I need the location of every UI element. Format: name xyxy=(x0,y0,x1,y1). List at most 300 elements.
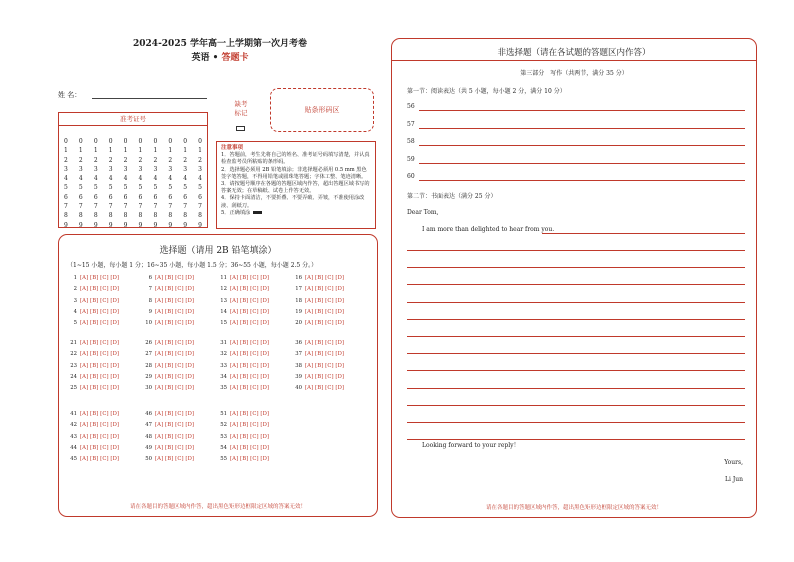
exam-id-digit-bubble[interactable]: 2 xyxy=(138,156,143,164)
mc-question-number: 14 xyxy=(220,308,227,315)
mc-option-bubbles[interactable]: [A] [B] [C] [D] xyxy=(305,340,345,346)
writing-line[interactable] xyxy=(407,353,745,354)
mc-question-number: 47 xyxy=(145,422,152,429)
exam-id-digit-bubble[interactable]: 6 xyxy=(123,193,128,201)
exam-id-digit-bubble[interactable]: 6 xyxy=(198,193,202,201)
writing-line[interactable] xyxy=(407,267,745,268)
exam-id-digit-bubble[interactable]: 1 xyxy=(198,147,202,155)
exam-id-digit-bubble[interactable]: 9 xyxy=(168,221,173,229)
exam-id-digit-bubble[interactable]: 7 xyxy=(123,203,128,211)
exam-id-digit-bubble[interactable]: 2 xyxy=(168,156,173,164)
mc-option-bubbles[interactable]: [A] [B] [C] [D] xyxy=(155,297,195,304)
mc-question[interactable] xyxy=(292,320,344,326)
exam-id-column xyxy=(94,137,98,230)
subject-label: 英语 xyxy=(191,53,210,63)
exam-id-digit-bubble[interactable]: 9 xyxy=(93,221,98,229)
exam-id-digit-bubble[interactable]: 4 xyxy=(108,175,113,183)
exam-id-digit-bubble[interactable]: 4 xyxy=(123,175,128,183)
mc-option-bubbles[interactable]: [A] [B] [C] [D] xyxy=(230,456,270,463)
mc-option-bubbles[interactable]: [A] [B] [C] [D] xyxy=(155,286,195,293)
mc-question-number: 42 xyxy=(70,422,77,429)
mc-question[interactable] xyxy=(67,434,119,440)
mc-option-bubbles[interactable]: [A] [B] [C] [D] xyxy=(80,362,120,369)
exam-id-digit-bubble[interactable]: 5 xyxy=(183,184,188,192)
exam-id-digit-bubble[interactable]: 1 xyxy=(108,147,113,155)
exam-id-digit-bubble[interactable]: 6 xyxy=(153,193,158,201)
exam-id-digit-bubble[interactable]: 7 xyxy=(78,203,83,211)
exam-id-digit-bubble[interactable]: 6 xyxy=(138,193,143,201)
exam-id-digit-bubble[interactable]: 7 xyxy=(93,203,98,211)
mc-question-number: 13 xyxy=(220,297,227,304)
exam-id-digit-bubble[interactable]: 0 xyxy=(153,138,158,145)
mc-option-bubbles[interactable]: [A] [B] [C] [D] xyxy=(155,444,195,451)
exam-id-digit-bubble[interactable]: 0 xyxy=(198,138,202,145)
mc-question-number: 1 xyxy=(73,275,77,281)
mc-option-bubbles[interactable]: [A] [B] [C] [D] xyxy=(230,385,270,392)
mc-question[interactable] xyxy=(142,434,194,440)
mc-question[interactable] xyxy=(142,422,194,428)
mc-question[interactable] xyxy=(217,445,269,451)
exam-id-digit-bubble[interactable]: 7 xyxy=(108,203,113,211)
exam-id-digit-bubble[interactable]: 3 xyxy=(78,165,83,173)
mc-question[interactable] xyxy=(217,422,269,428)
exam-id-box xyxy=(58,112,208,228)
mc-option-bubbles[interactable]: [A] [B] [C] [D] xyxy=(155,422,195,429)
exam-id-digit-bubble[interactable]: 5 xyxy=(64,184,68,192)
mc-question[interactable] xyxy=(67,298,119,304)
exam-id-digit-bubble[interactable]: 5 xyxy=(138,184,143,192)
exam-id-digit-bubble[interactable]: 0 xyxy=(64,138,68,145)
exam-id-digit-bubble[interactable]: 3 xyxy=(138,165,143,173)
exam-id-title: 准考证号 xyxy=(120,115,146,123)
exam-id-digit-bubble[interactable]: 2 xyxy=(123,156,128,164)
exam-id-digit-bubble[interactable]: 5 xyxy=(168,184,173,192)
exam-id-digit-bubble[interactable]: 1 xyxy=(123,147,128,155)
exam-id-digit-bubble[interactable]: 3 xyxy=(198,165,202,173)
exam-id-digit-bubble[interactable]: 7 xyxy=(168,203,173,211)
mc-option-bubbles[interactable]: [A] [B] [C] [D] xyxy=(230,320,270,327)
exam-id-column xyxy=(198,137,202,230)
mc-question[interactable] xyxy=(217,340,269,346)
mc-option-bubbles[interactable]: [A] [B] [C] [D] xyxy=(230,433,270,440)
writing-line[interactable] xyxy=(407,284,745,285)
exam-id-digit-bubble[interactable]: 9 xyxy=(123,221,128,229)
exam-id-digit-bubble[interactable]: 2 xyxy=(64,156,68,164)
nonmc-title: 非选择题（请在各试题的答题区内作答） xyxy=(497,48,651,58)
mc-option-bubbles[interactable]: [A] [B] [C] [D] xyxy=(155,362,195,369)
exam-id-digit-bubble[interactable]: 9 xyxy=(108,221,113,229)
exam-id-divider xyxy=(59,125,207,126)
writing-line[interactable] xyxy=(407,405,745,406)
exam-id-digit-bubble[interactable]: 4 xyxy=(183,175,188,183)
mc-option-bubbles[interactable]: [A] [B] [C] [D] xyxy=(305,308,345,315)
notes-title: 注意事项 xyxy=(221,145,244,151)
exam-id-digit-bubble[interactable]: 3 xyxy=(153,165,158,173)
mc-option-bubbles[interactable]: [A] [B] [C] [D] xyxy=(155,456,195,463)
section1-heading: 第一节：阅读表达（共 5 小题，每小题 2 分，满分 10 分） xyxy=(407,88,566,95)
exam-id-digit-bubble[interactable]: 8 xyxy=(93,212,98,220)
mc-option-bubbles[interactable]: [A] [B] [C] [D] xyxy=(230,362,270,369)
exam-id-digit-bubble[interactable]: 9 xyxy=(153,221,158,229)
exam-id-digit-bubble[interactable]: 3 xyxy=(64,165,68,173)
mc-question-number: 41 xyxy=(70,411,77,417)
mc-question-number: 23 xyxy=(70,362,77,369)
mc-option-bubbles[interactable]: [A] [B] [C] [D] xyxy=(80,444,120,451)
name-field[interactable] xyxy=(92,98,207,99)
section2-heading: 第二节：书面表达（满分 25 分） xyxy=(407,193,497,200)
nonmc-footer-warning: 请在各题目的答题区域内作答，超出黑色矩形边框限定区域的答案无效！ xyxy=(485,505,662,511)
answer-line[interactable] xyxy=(419,163,745,164)
mc-question[interactable] xyxy=(67,309,119,315)
mc-question[interactable] xyxy=(217,456,269,462)
mc-option-bubbles[interactable]: [A] [B] [C] [D] xyxy=(155,411,195,417)
mc-question-number: 52 xyxy=(220,422,227,429)
reading-question-number: 57 xyxy=(407,120,415,128)
mc-option-bubbles[interactable]: [A] [B] [C] [D] xyxy=(80,456,120,463)
mc-question-number: 49 xyxy=(145,444,152,451)
mc-option-bubbles[interactable]: [A] [B] [C] [D] xyxy=(155,308,195,315)
exam-id-digit-bubble[interactable]: 0 xyxy=(168,138,173,145)
mc-question-number: 7 xyxy=(148,286,152,293)
mc-question-number: 50 xyxy=(145,456,152,463)
exam-subtitle xyxy=(60,50,380,63)
mc-question-number: 21 xyxy=(70,340,77,346)
mc-option-bubbles[interactable]: [A] [B] [C] [D] xyxy=(230,286,270,293)
exam-id-digit-bubble[interactable]: 7 xyxy=(183,203,188,211)
exam-id-digit-bubble[interactable]: 4 xyxy=(153,175,158,183)
mc-option-bubbles[interactable]: [A] [B] [C] [D] xyxy=(80,422,120,429)
exam-id-digit-bubble[interactable]: 8 xyxy=(168,212,173,220)
absent-mark-checkbox[interactable] xyxy=(236,126,245,131)
mc-question-number: 16 xyxy=(295,275,302,281)
nonmc-divider xyxy=(392,60,756,61)
exam-id-digit-bubble[interactable]: 3 xyxy=(168,165,173,173)
mc-question[interactable] xyxy=(67,456,119,462)
exam-id-digit-bubble[interactable]: 2 xyxy=(198,156,202,164)
mc-option-bubbles[interactable]: [A] [B] [C] [D] xyxy=(305,385,345,392)
mc-question[interactable] xyxy=(217,275,269,281)
exam-id-column xyxy=(79,137,83,230)
exam-id-digit-bubble[interactable]: 8 xyxy=(64,212,68,220)
exam-id-digit-bubble[interactable]: 6 xyxy=(78,193,83,201)
mc-option-bubbles[interactable]: [A] [B] [C] [D] xyxy=(305,297,345,304)
mc-option-bubbles[interactable]: [A] [B] [C] [D] xyxy=(80,286,120,293)
mc-option-bubbles[interactable]: [A] [B] [C] [D] xyxy=(80,411,120,417)
exam-id-digit-bubble[interactable]: 8 xyxy=(183,212,188,220)
mc-question[interactable] xyxy=(67,411,119,417)
mc-question[interactable] xyxy=(67,351,119,357)
exam-id-digit-bubble[interactable]: 1 xyxy=(168,147,173,155)
mc-option-bubbles[interactable]: [A] [B] [C] [D] xyxy=(305,362,345,369)
mc-option-bubbles[interactable]: [A] [B] [C] [D] xyxy=(305,286,345,293)
exam-id-digit-bubble[interactable]: 5 xyxy=(123,184,128,192)
mc-question-number: 46 xyxy=(145,411,152,417)
exam-id-digit-bubble[interactable]: 2 xyxy=(93,156,98,164)
exam-title: 2024-2025 学年高一上学期第一次月考卷 xyxy=(133,39,307,49)
mc-question[interactable] xyxy=(142,456,194,462)
mc-question-number: 9 xyxy=(148,308,152,315)
writing-line[interactable] xyxy=(407,302,745,303)
mc-question[interactable] xyxy=(217,385,269,391)
mc-option-bubbles[interactable]: [A] [B] [C] [D] xyxy=(230,444,270,451)
exam-id-digit-bubble[interactable]: 7 xyxy=(64,203,68,211)
exam-id-digit-bubble[interactable]: 9 xyxy=(198,221,202,229)
reading-question-number: 58 xyxy=(407,138,415,145)
mc-question-number: 12 xyxy=(220,286,227,293)
mc-question[interactable] xyxy=(292,298,344,304)
mc-question[interactable] xyxy=(217,434,269,440)
exam-id-digit-bubble[interactable]: 2 xyxy=(183,156,188,164)
answer-line[interactable] xyxy=(419,145,745,146)
mc-option-bubbles[interactable]: [A] [B] [C] [D] xyxy=(230,308,270,315)
mc-question[interactable] xyxy=(142,275,194,281)
mc-question-number: 29 xyxy=(145,373,152,380)
reading-question-number: 60 xyxy=(407,173,415,180)
exam-id-digit-bubble[interactable]: 4 xyxy=(198,175,202,183)
answer-card-label: 答题卡 xyxy=(221,53,249,63)
answer-line[interactable] xyxy=(419,128,745,129)
exam-id-column xyxy=(109,137,113,230)
exam-id-digit-bubble[interactable]: 8 xyxy=(198,212,202,220)
letter-signature: Li Jun xyxy=(725,476,743,483)
exam-id-digit-bubble[interactable]: 0 xyxy=(183,138,188,145)
letter-yours: Yours, xyxy=(724,459,743,466)
mc-question[interactable] xyxy=(67,363,119,369)
mc-option-bubbles[interactable]: [A] [B] [C] [D] xyxy=(230,422,270,429)
mc-question[interactable] xyxy=(217,351,269,357)
exam-id-digit-bubble[interactable]: 1 xyxy=(138,147,143,155)
exam-id-digit-bubble[interactable]: 9 xyxy=(64,221,68,229)
exam-id-digit-bubble[interactable]: 4 xyxy=(78,175,83,183)
exam-id-digit-bubble[interactable]: 5 xyxy=(108,184,113,192)
exam-id-digit-bubble[interactable]: 1 xyxy=(78,147,83,155)
exam-id-digit-bubble[interactable]: 0 xyxy=(138,138,143,145)
mc-question[interactable] xyxy=(67,385,119,391)
mc-question[interactable] xyxy=(217,286,269,292)
exam-id-digit-bubble[interactable]: 4 xyxy=(93,175,98,183)
writing-line[interactable] xyxy=(407,370,745,371)
mc-question[interactable] xyxy=(217,374,269,380)
mc-question-number: 45 xyxy=(70,456,77,463)
exam-id-digit-bubble[interactable]: 6 xyxy=(93,193,98,201)
mc-question[interactable] xyxy=(142,445,194,451)
mc-option-bubbles[interactable]: [A] [B] [C] [D] xyxy=(305,351,345,358)
writing-line[interactable] xyxy=(407,336,745,337)
exam-id-digit-bubble[interactable]: 8 xyxy=(78,212,83,220)
mc-question[interactable] xyxy=(67,374,119,380)
mc-question[interactable] xyxy=(142,385,194,391)
mc-question-number: 36 xyxy=(295,340,302,346)
mc-question-number: 39 xyxy=(295,373,302,380)
mc-option-bubbles[interactable]: [A] [B] [C] [D] xyxy=(230,351,270,358)
mc-question[interactable] xyxy=(67,320,119,326)
mc-question[interactable] xyxy=(292,286,344,292)
answer-line[interactable] xyxy=(419,110,745,111)
mc-option-bubbles[interactable]: [A] [B] [C] [D] xyxy=(155,340,195,346)
mc-question[interactable] xyxy=(142,298,194,304)
writing-line[interactable] xyxy=(407,439,745,440)
writing-line[interactable] xyxy=(407,388,745,389)
mc-question[interactable] xyxy=(217,411,269,417)
mc-option-bubbles[interactable]: [A] [B] [C] [D] xyxy=(80,351,120,358)
letter-greeting: Dear Tom, xyxy=(407,209,439,216)
exam-id-column xyxy=(139,137,143,230)
absent-label-line2: 标记 xyxy=(234,109,248,117)
mc-option-bubbles[interactable]: [A] [B] [C] [D] xyxy=(305,275,345,281)
exam-id-digit-bubble[interactable]: 4 xyxy=(64,175,68,183)
mc-option-bubbles[interactable]: [A] [B] [C] [D] xyxy=(155,385,195,392)
mc-question[interactable] xyxy=(67,422,119,428)
exam-id-digit-bubble[interactable]: 4 xyxy=(168,175,173,183)
mc-question-number: 27 xyxy=(145,351,152,358)
exam-id-digit-bubble[interactable]: 4 xyxy=(138,175,143,183)
mc-option-bubbles[interactable]: [A] [B] [C] [D] xyxy=(80,308,120,315)
mc-option-bubbles[interactable]: [A] [B] [C] [D] xyxy=(80,340,120,346)
exam-id-digit-bubble[interactable]: 3 xyxy=(183,165,188,173)
mc-option-bubbles[interactable]: [A] [B] [C] [D] xyxy=(155,373,195,380)
exam-id-column xyxy=(168,137,172,230)
mc-question[interactable] xyxy=(142,286,194,292)
mc-question-number: 18 xyxy=(295,297,302,304)
exam-id-digit-bubble[interactable]: 3 xyxy=(108,165,113,173)
exam-id-digit-bubble[interactable]: 8 xyxy=(108,212,113,220)
mc-option-bubbles[interactable]: [A] [B] [C] [D] xyxy=(80,275,120,281)
notes-box xyxy=(216,141,376,229)
mc-question[interactable] xyxy=(142,320,194,326)
mc-question[interactable] xyxy=(292,363,344,369)
mc-option-bubbles[interactable]: [A] [B] [C] [D] xyxy=(305,320,345,327)
mc-option-bubbles[interactable]: [A] [B] [C] [D] xyxy=(80,433,120,440)
exam-id-digit-bubble[interactable]: 1 xyxy=(93,147,98,155)
mc-question-number: 2 xyxy=(73,286,77,293)
mc-question[interactable] xyxy=(217,309,269,315)
mc-option-bubbles[interactable]: [A] [B] [C] [D] xyxy=(80,385,120,392)
exam-id-digit-bubble[interactable]: 7 xyxy=(153,203,158,211)
exam-id-digit-bubble[interactable]: 2 xyxy=(153,156,158,164)
mc-question[interactable] xyxy=(142,411,194,417)
mc-question[interactable] xyxy=(292,275,344,281)
exam-id-digit-bubble[interactable]: 0 xyxy=(123,138,128,145)
reading-question-number: 59 xyxy=(407,155,415,163)
separator-dot: • xyxy=(212,53,219,63)
exam-id-digit-bubble[interactable]: 5 xyxy=(93,184,98,192)
mc-option-bubbles[interactable]: [A] [B] [C] [D] xyxy=(230,275,270,281)
exam-id-digit-bubble[interactable]: 1 xyxy=(64,147,68,155)
mc-question-number: 20 xyxy=(295,320,302,327)
exam-id-digit-bubble[interactable]: 8 xyxy=(138,212,143,220)
exam-id-digit-bubble[interactable]: 6 xyxy=(168,193,173,201)
mc-option-bubbles[interactable]: [A] [B] [C] [D] xyxy=(155,351,195,358)
exam-id-digit-bubble[interactable]: 0 xyxy=(108,138,113,145)
mc-question-number: 54 xyxy=(220,444,227,451)
mc-title: 选择题（请用 2B 铅笔填涂） xyxy=(159,246,277,256)
exam-id-column xyxy=(124,137,128,230)
mc-question[interactable] xyxy=(217,298,269,304)
exam-id-digit-bubble[interactable]: 2 xyxy=(78,156,83,164)
mc-question-number: 5 xyxy=(73,320,77,327)
mc-option-bubbles[interactable]: [A] [B] [C] [D] xyxy=(230,373,270,380)
exam-id-digit-bubble[interactable]: 2 xyxy=(108,156,113,164)
mc-question[interactable] xyxy=(142,374,194,380)
writing-line[interactable] xyxy=(407,319,745,320)
exam-id-digit-bubble[interactable]: 5 xyxy=(198,184,202,192)
exam-id-digit-bubble[interactable]: 6 xyxy=(108,193,113,201)
mc-option-bubbles[interactable]: [A] [B] [C] [D] xyxy=(80,297,120,304)
mc-question-number: 55 xyxy=(220,456,227,463)
writing-line[interactable] xyxy=(542,233,745,234)
exam-id-digit-bubble[interactable]: 8 xyxy=(153,212,158,220)
exam-id-digit-bubble[interactable]: 9 xyxy=(78,221,83,229)
mc-question[interactable] xyxy=(217,363,269,369)
mc-question-number: 31 xyxy=(220,340,227,346)
mc-question-number: 32 xyxy=(220,351,227,358)
mc-option-bubbles[interactable]: [A] [B] [C] [D] xyxy=(155,320,195,327)
mc-question[interactable] xyxy=(292,374,344,380)
mc-question[interactable] xyxy=(292,385,344,391)
exam-id-digit-bubble[interactable]: 9 xyxy=(183,221,188,229)
mc-question[interactable] xyxy=(142,363,194,369)
mc-option-bubbles[interactable]: [A] [B] [C] [D] xyxy=(230,411,270,417)
exam-id-digit-bubble[interactable]: 3 xyxy=(123,165,128,173)
writing-line[interactable] xyxy=(407,422,745,423)
mc-option-bubbles[interactable]: [A] [B] [C] [D] xyxy=(155,433,195,440)
mc-option-bubbles[interactable]: [A] [B] [C] [D] xyxy=(230,340,270,346)
mc-option-bubbles[interactable]: [A] [B] [C] [D] xyxy=(80,320,120,327)
mc-option-bubbles[interactable]: [A] [B] [C] [D] xyxy=(80,373,120,380)
mc-question-number: 30 xyxy=(145,385,152,392)
exam-id-digit-bubble[interactable]: 6 xyxy=(64,193,68,201)
exam-id-digit-bubble[interactable]: 8 xyxy=(123,212,128,220)
exam-id-digit-bubble[interactable]: 7 xyxy=(138,203,143,211)
mc-question[interactable] xyxy=(67,286,119,292)
mc-question-number: 51 xyxy=(220,411,227,417)
exam-id-digit-bubble[interactable]: 5 xyxy=(153,184,158,192)
mc-question[interactable] xyxy=(67,275,119,281)
exam-id-digit-bubble[interactable]: 5 xyxy=(78,184,83,192)
mc-option-bubbles[interactable]: [A] [B] [C] [D] xyxy=(230,297,270,304)
mc-question[interactable] xyxy=(142,309,194,315)
mc-question[interactable] xyxy=(67,340,119,346)
mc-question-number: 26 xyxy=(145,340,152,346)
mc-question[interactable] xyxy=(292,309,344,315)
part3-heading: 第三部分 写作（共两节，满分 35 分） xyxy=(520,70,628,77)
exam-id-digit-bubble[interactable]: 7 xyxy=(198,203,202,211)
mc-question[interactable] xyxy=(142,351,194,357)
non-multiple-choice-panel xyxy=(391,38,757,518)
writing-line[interactable] xyxy=(407,250,745,251)
exam-id-digit-bubble[interactable]: 0 xyxy=(78,138,83,145)
mc-question[interactable] xyxy=(292,340,344,346)
mc-option-bubbles[interactable]: [A] [B] [C] [D] xyxy=(305,373,345,380)
exam-id-digit-bubble[interactable]: 9 xyxy=(138,221,143,229)
exam-id-digit-bubble[interactable]: 1 xyxy=(183,147,188,155)
exam-id-digit-bubble[interactable]: 1 xyxy=(153,147,158,155)
mc-question[interactable] xyxy=(217,320,269,326)
exam-id-digit-bubble[interactable]: 6 xyxy=(183,193,188,201)
mc-question-number: 4 xyxy=(73,308,77,315)
mc-subtitle: （1~15 小题，每小题 1 分；16~35 小题，每小题 1.5 分；36~55 小题，每小题 2.5 分。） xyxy=(67,262,318,269)
answer-line[interactable] xyxy=(419,180,745,181)
mc-question[interactable] xyxy=(67,445,119,451)
mc-question-number: 3 xyxy=(73,297,77,304)
exam-id-digit-bubble[interactable]: 0 xyxy=(93,138,98,145)
mc-question-number: 22 xyxy=(70,351,77,358)
mc-question[interactable] xyxy=(142,340,194,346)
exam-id-digit-bubble[interactable]: 3 xyxy=(93,165,98,173)
barcode-area xyxy=(270,88,374,132)
mc-question[interactable] xyxy=(292,351,344,357)
mc-option-bubbles[interactable]: [A] [B] [C] [D] xyxy=(155,275,195,281)
